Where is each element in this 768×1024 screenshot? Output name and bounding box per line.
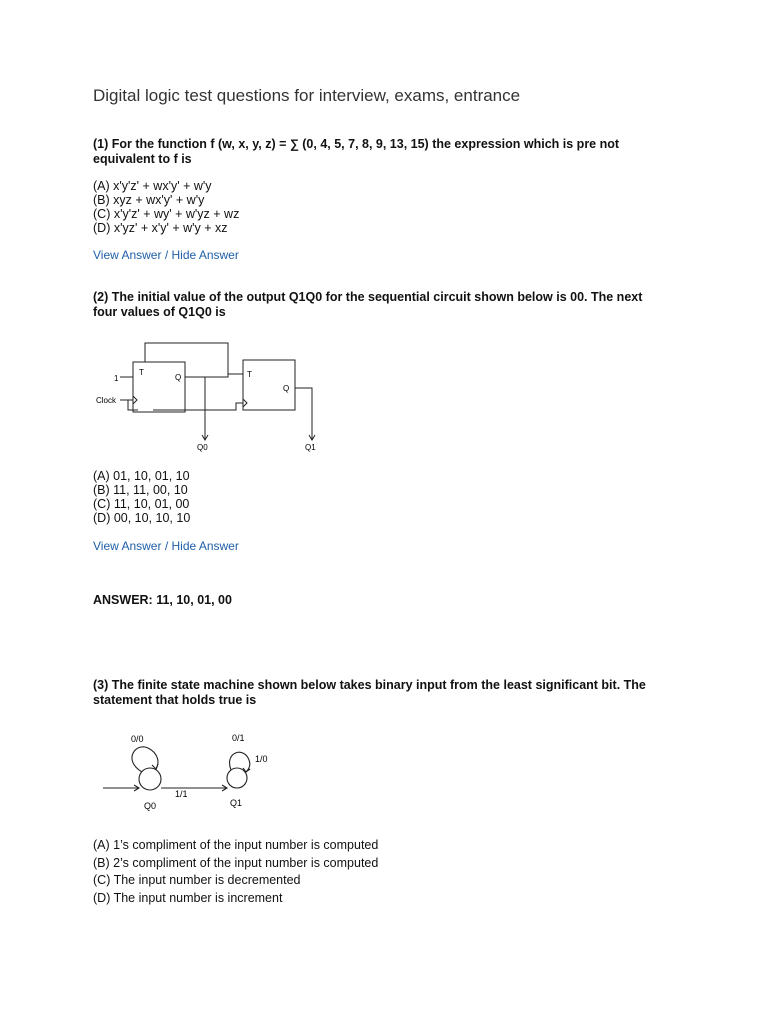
question-3-text: (3) The finite state machine shown below takes binary input from the least significant bit. The statement that holds true is xyxy=(93,678,646,707)
q0-output-label: Q0 xyxy=(197,443,208,452)
q2-answer-text: ANSWER: 11, 10, 01, 00 xyxy=(93,593,232,607)
page-title: Digital logic test questions for interview, exams, entrance xyxy=(93,86,521,105)
ff2-q-label: Q xyxy=(283,384,290,393)
ff1-t-label: T xyxy=(139,368,144,377)
q3-option-b: (B) 2’s compliment of the input number is computed xyxy=(93,855,379,870)
q1-loop-right-label: 1/0 xyxy=(255,754,268,764)
question-3-options xyxy=(93,837,378,907)
question-1-options xyxy=(93,179,239,235)
q1-loop-top-label: 0/1 xyxy=(232,733,245,743)
q3-option-a: (A) 1’s compliment of the input number is computed xyxy=(93,838,379,852)
q1-option-b: (B) xyz + wx'y' + w'y xyxy=(93,193,205,207)
q2-option-b: (B) 11, 11, 00, 10 xyxy=(93,483,188,497)
ff1-q-label: Q xyxy=(175,373,182,382)
q3-option-d: (D) The input number is increment xyxy=(93,890,283,905)
transition-label: 1/1 xyxy=(175,789,188,799)
question-2-options xyxy=(93,469,190,525)
q1-option-a: (A) x'y'z' + wx'y' + w'y xyxy=(93,179,212,193)
clock-label: Clock xyxy=(96,396,117,405)
q1-view-answer-link[interactable]: View Answer / Hide Answer xyxy=(93,248,239,262)
q0-loop-label: 0/0 xyxy=(131,734,144,744)
state-q1 xyxy=(227,768,247,788)
q3-option-c: (C) The input number is decremented xyxy=(93,873,301,887)
state-q0 xyxy=(139,768,161,790)
q2-option-a: (A) 01, 10, 01, 10 xyxy=(93,469,190,483)
state-q1-label: Q1 xyxy=(230,798,243,808)
question-2-text: (2) The initial value of the output Q1Q0 for the sequential circuit shown below is 00. The next four values of Q1Q0 is xyxy=(93,290,643,319)
state-q0-label: Q0 xyxy=(144,801,157,811)
q2-view-answer-link[interactable]: View Answer / Hide Answer xyxy=(93,539,239,553)
q1-option-c: (C) x'y'z' + wy' + w'yz + wz xyxy=(93,207,240,221)
sequential-circuit-diagram xyxy=(90,335,330,455)
ff2-t-label: T xyxy=(247,370,252,379)
state-machine-diagram xyxy=(100,728,280,813)
q1-option-d: (D) x'yz' + x'y' + w'y + xz xyxy=(93,221,228,235)
q2-option-d: (D) 00, 10, 10, 10 xyxy=(93,511,191,525)
input-one-label: 1 xyxy=(114,374,119,383)
question-1-text: (1) For the function f (w, x, y, z) = ∑ (0, 4, 5, 7, 8, 9, 13, 15) the expression which is pre not equivalent to f is xyxy=(93,137,620,166)
q2-option-c: (C) 11, 10, 01, 00 xyxy=(93,497,190,511)
q1-output-label: Q1 xyxy=(305,443,316,452)
